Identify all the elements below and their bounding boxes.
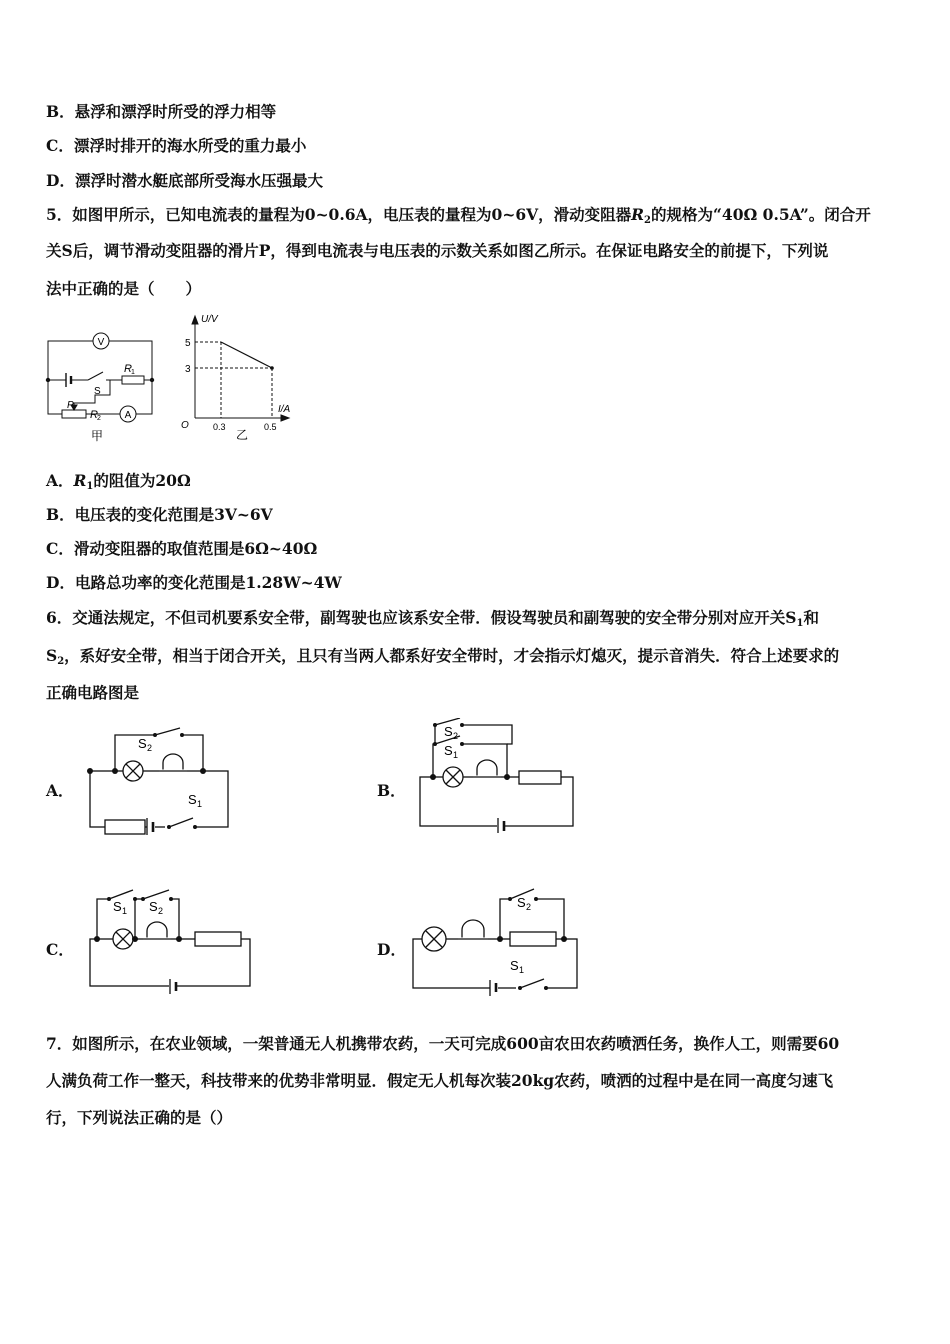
q5-r2-symbol: R <box>631 205 645 224</box>
graph-y-label: U/V <box>201 314 218 325</box>
q6-stem-line3: 正确电路图是 <box>46 683 140 702</box>
q6-circuit-c <box>85 885 260 995</box>
circuit-d-s1-sub: 1 <box>519 965 525 975</box>
q5-stem-line3: 法中正确的是（ ） <box>46 279 202 298</box>
circuit-d-s2-sub: 2 <box>526 902 532 912</box>
circuit-b-s2: S <box>444 724 453 739</box>
slider-p-label: P <box>67 400 74 411</box>
q5-option-c: C．滑动变阻器的取值范围是6Ω~40Ω <box>46 539 318 558</box>
circuit-c-s1: S <box>113 899 122 914</box>
q5-option-a-sub: 1 <box>86 481 94 492</box>
q5-option-b: B．电压表的变化范围是3V~6V <box>46 505 273 524</box>
circuit-b-s2-sub: 2 <box>453 731 459 741</box>
circuit-d-s1: S <box>510 958 519 973</box>
circuit-a-s2-sub: 2 <box>147 743 153 753</box>
circuit-c-s2-sub: 2 <box>158 906 164 916</box>
q6-option-b-label: B． <box>377 781 406 800</box>
graph-x-tick-0-5: 0.5 <box>264 422 277 432</box>
figure-jia-caption: 甲 <box>91 429 104 443</box>
q5-r2-subscript: 2 <box>644 215 651 226</box>
q5-stem-text-b: 的规格为“40Ω 0.5A”。闭合开 <box>651 205 871 224</box>
q5-stem-line2: 关S后，调节滑动变阻器的滑片P，得到电流表与电压表的示数关系如图乙所示。在保证电路安全的前提下，下列说 <box>46 241 829 260</box>
graph-y-tick-5: 5 <box>185 338 191 349</box>
ammeter-label: A <box>124 410 132 421</box>
r1-subscript: 1 <box>131 369 135 376</box>
q6-stem-line2 <box>46 646 839 672</box>
q7-stem-line3: 行，下列说法正确的是（） <box>46 1108 233 1127</box>
q6-stem-text-b: 和 <box>803 608 819 627</box>
circuit-a-s2: S <box>138 736 147 751</box>
q5-figure-yi-graph <box>175 308 310 443</box>
q6-option-a-label: A． <box>46 781 74 800</box>
q6-stem-s2-sub: 2 <box>57 656 65 667</box>
q6-circuit-a <box>85 725 235 835</box>
q7-stem-line1: 7．如图所示，在农业领域，一架普通无人机携带农药，一天可完成600亩农田农药喷洒任务，换作人工，则需要60 <box>46 1034 840 1053</box>
figure-yi-caption: 乙 <box>236 428 249 442</box>
circuit-a-s1-sub: 1 <box>197 799 203 809</box>
q4-option-d: D．漂浮时潜水艇底部所受海水压强最大 <box>46 171 323 190</box>
circuit-c-s1-sub: 1 <box>122 906 128 916</box>
graph-x-tick-0-3: 0.3 <box>213 422 226 432</box>
q5-option-d: D．电路总功率的变化范围是1.28W~4W <box>46 573 342 592</box>
r2-subscript: 2 <box>97 415 101 422</box>
graph-origin-label: O <box>181 420 189 431</box>
q6-circuit-d <box>410 885 585 997</box>
circuit-d-s2: S <box>517 895 526 910</box>
q5-stem-text-a: 5．如图甲所示，已知电流表的量程为0~0.6A，电压表的量程为0~6V，滑动变阻器 <box>46 205 632 224</box>
q5-option-a-r1: R <box>73 471 87 490</box>
q4-option-c: C．漂浮时排开的海水所受的重力最小 <box>46 136 307 155</box>
q5-option-a-prefix: A． <box>46 471 74 490</box>
q6-stem-s2: S <box>46 646 58 665</box>
voltmeter-label: V <box>97 337 105 348</box>
r2-label: R <box>90 409 98 421</box>
q7-stem-line2: 人满负荷工作一整天，科技带来的优势非常明显．假定无人机每次装20kg农药，喷洒的过程中是在同一高度匀速飞 <box>46 1071 834 1090</box>
circuit-b-s1: S <box>444 743 453 758</box>
circuit-a-s1: S <box>188 792 197 807</box>
q6-option-d-label: D． <box>377 940 406 959</box>
q6-stem-text-a: 6．交通法规定，不但司机要系安全带，副驾驶也应该系安全带．假设驾驶员和副驾驶的安全带分别对应开关S <box>46 608 797 627</box>
r1-label: R <box>124 363 132 375</box>
circuit-b-s1-sub: 1 <box>453 750 459 760</box>
q5-stem-line1 <box>46 205 871 231</box>
q6-stem-text-c: ，系好安全带，相当于闭合开关，且只有当两人都系好安全带时，才会指示灯熄灭，提示音消失．符合上述要求的 <box>64 646 840 665</box>
switch-s-label: S <box>94 386 101 397</box>
graph-x-label: I/A <box>278 404 291 415</box>
q5-option-a <box>46 471 191 497</box>
q6-option-c-label: C． <box>46 940 74 959</box>
q6-circuit-b <box>415 718 580 833</box>
circuit-c-s2: S <box>149 899 158 914</box>
q6-stem-s1-sub: 1 <box>796 618 804 629</box>
q4-option-b: B．悬浮和漂浮时所受的浮力相等 <box>46 102 277 121</box>
q5-option-a-text: 的阻值为20Ω <box>93 471 191 490</box>
q6-stem-line1 <box>46 608 819 634</box>
graph-y-tick-3: 3 <box>185 364 191 375</box>
q5-figure-jia-circuit <box>40 325 165 445</box>
